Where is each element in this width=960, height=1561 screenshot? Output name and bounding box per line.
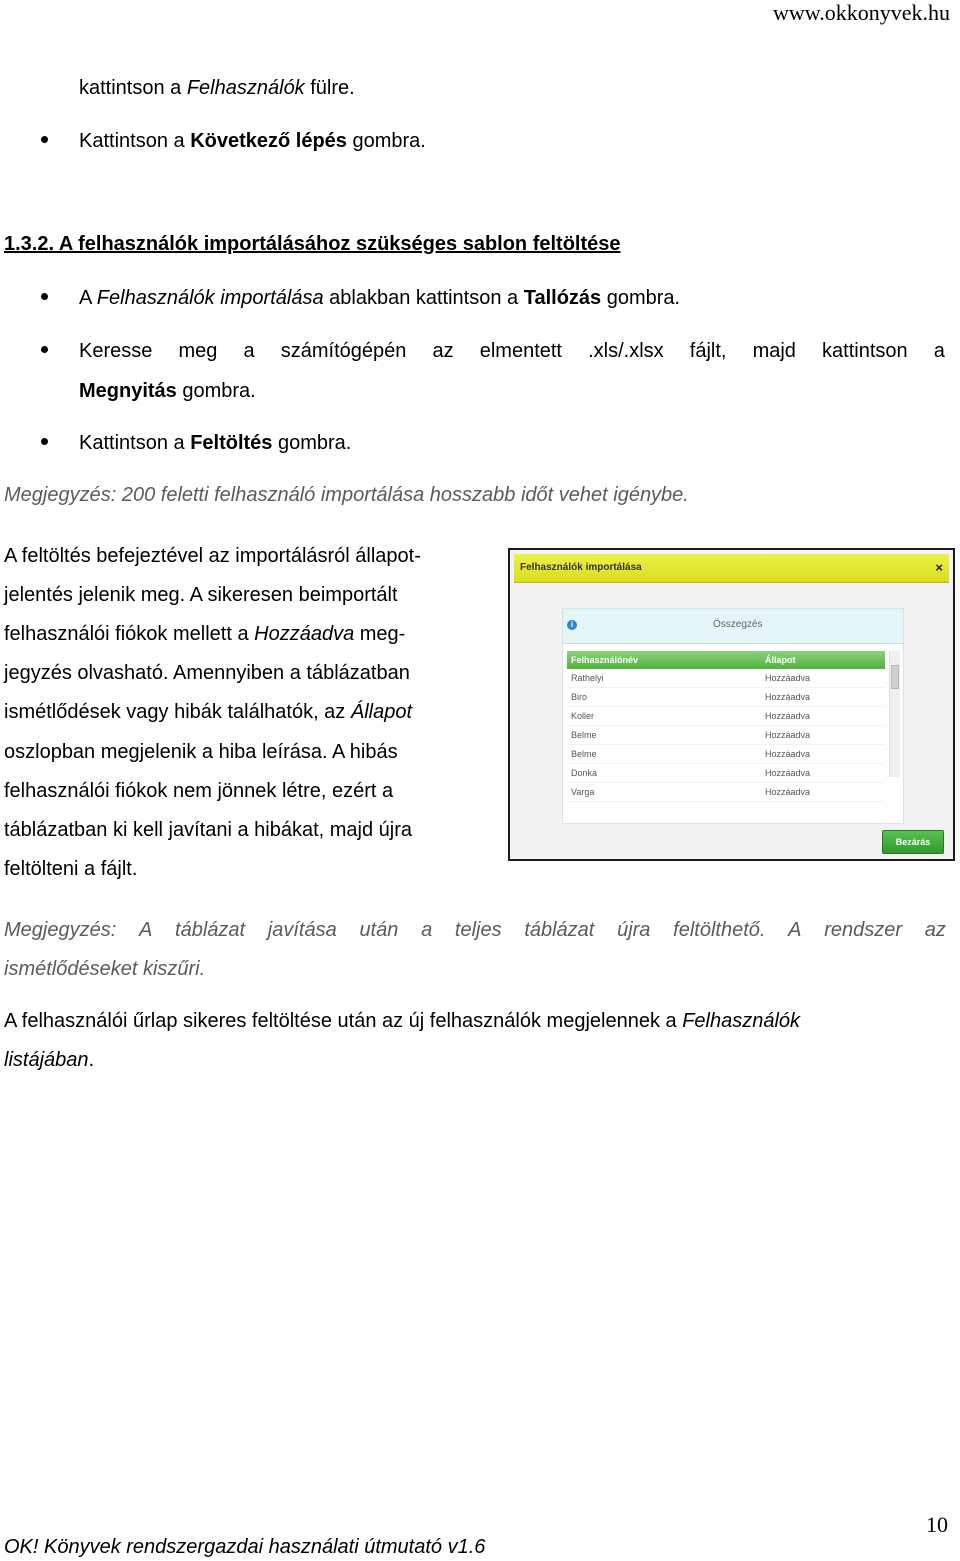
cell-status: Hozzáadva <box>765 673 811 683</box>
paragraph-line: feltölteni a fájlt. <box>4 858 138 880</box>
tab-name: Felhasználók <box>186 77 305 99</box>
cell-status: Hozzáadva <box>765 787 811 797</box>
button-name: Feltöltés <box>190 432 273 454</box>
text: gombra. <box>176 380 256 402</box>
word: a <box>243 340 255 362</box>
column-header-status[interactable]: Állapot <box>765 655 796 665</box>
scrollbar-thumb[interactable] <box>891 665 899 689</box>
button-name: Következő lépés <box>190 130 347 152</box>
word: az <box>432 340 454 362</box>
table-row[interactable] <box>567 669 885 688</box>
word: meg <box>178 340 218 362</box>
info-bar <box>563 609 903 644</box>
text: ismétlődések vagy hibák találhatók, az <box>4 701 351 723</box>
word: táblázat <box>175 919 246 941</box>
close-button[interactable]: Bezárás <box>882 830 944 854</box>
site-url: www.okkonyvek.hu <box>773 0 950 25</box>
summary-panel <box>562 608 904 824</box>
word: a <box>933 340 945 362</box>
table-scrollbar[interactable] <box>889 651 900 777</box>
list-name: listájában <box>4 1049 89 1071</box>
paragraph-line: táblázatban ki kell javítani a hibákat, majd újra <box>4 819 413 841</box>
dialog-title-bar <box>514 554 949 583</box>
bullet-icon <box>41 438 48 445</box>
cell-username: Varga <box>571 787 595 797</box>
note-correction-cont: ismétlődéseket kiszűri. <box>4 958 206 980</box>
bullet-icon <box>41 346 48 353</box>
table-row[interactable] <box>567 764 885 783</box>
word: újra <box>617 919 651 941</box>
status-name: Hozzáadva <box>254 623 355 645</box>
results-table <box>567 651 885 802</box>
word: rendszer <box>824 919 902 941</box>
word: a <box>421 919 433 941</box>
text: Kattintson a <box>79 130 191 152</box>
cell-username: Donka <box>571 768 598 778</box>
table-row[interactable] <box>567 688 885 707</box>
bullet-next-step <box>79 129 426 153</box>
word: A <box>138 919 153 941</box>
word: számítógépén <box>280 340 407 362</box>
word: javítása <box>267 919 337 941</box>
word: Megjegyzés: <box>4 919 117 941</box>
note-import-time: Megjegyzés: 200 feletti felhasználó importálása hosszabb időt vehet igénybe. <box>4 484 689 506</box>
text: A felhasználói űrlap sikeres feltöltése után az új felhasználók megjelennek a <box>4 1010 683 1032</box>
table-header <box>567 651 885 669</box>
text: felhasználói fiókok mellett a <box>4 623 255 645</box>
paragraph-line: oszlopban megjelenik a hiba leírása. A hibás <box>4 741 398 763</box>
text: Kattintson a <box>79 432 191 454</box>
paragraph-line: A feltöltés befejeztével az importálásról állapot- <box>4 545 421 567</box>
cell-username: Belme <box>571 730 597 740</box>
text: . <box>88 1049 95 1071</box>
final-line <box>4 1009 800 1033</box>
footer-title: OK! Könyvek rendszergazdai használati útmutató v1.6 <box>4 1536 486 1558</box>
text: kattintson a <box>79 77 187 99</box>
page-number: 10 <box>926 1512 948 1537</box>
list-name: Felhasználók <box>682 1010 801 1032</box>
text: gombra. <box>346 130 426 152</box>
cell-username: Koller <box>571 711 595 721</box>
window-name: Felhasználók importálása <box>96 287 324 309</box>
button-name: Megnyitás <box>79 380 177 402</box>
cell-username: Belme <box>571 749 597 759</box>
table-row[interactable] <box>567 745 885 764</box>
bullet-find-file <box>79 339 945 363</box>
text: fülre. <box>304 77 355 99</box>
word: táblázat <box>524 919 595 941</box>
word: elmentett <box>479 340 562 362</box>
word: az <box>924 919 946 941</box>
paragraph-line <box>4 700 412 724</box>
info-icon: i <box>567 620 577 630</box>
cell-username: Rathelyi <box>571 673 604 683</box>
text: gombra. <box>601 287 681 309</box>
word: teljes <box>454 919 502 941</box>
bullet-upload <box>79 431 351 455</box>
bullet-icon <box>41 136 48 143</box>
dialog-title: Felhasználók importálása <box>520 562 642 573</box>
paragraph-line: felhasználói fiókok nem jönnek létre, ezért a <box>4 780 394 802</box>
word: A <box>788 919 802 941</box>
paragraph-line <box>4 622 405 646</box>
bullet-browse <box>79 286 680 310</box>
paragraph-line: jelentés jelenik meg. A sikeresen beimportált <box>4 584 398 606</box>
word: majd <box>752 340 796 362</box>
column-header-username[interactable]: Felhasználónév <box>571 655 639 665</box>
text: meg- <box>354 623 406 645</box>
column-name: Állapot <box>350 701 413 723</box>
cell-status: Hozzáadva <box>765 711 811 721</box>
word: kattintson <box>822 340 908 362</box>
bullet-find-file-cont <box>79 379 256 403</box>
bullet-icon <box>41 293 48 300</box>
word: feltölthető. <box>673 919 766 941</box>
final-line <box>4 1048 94 1072</box>
note-correction <box>4 918 946 942</box>
table-row[interactable] <box>567 726 885 745</box>
cell-status: Hozzáadva <box>765 730 811 740</box>
section-heading: 1.3.2. A felhasználók importálásához szükséges sablon feltöltése <box>4 233 621 255</box>
table-row[interactable] <box>567 707 885 726</box>
text: A <box>79 287 97 309</box>
cell-status: Hozzáadva <box>765 692 811 702</box>
text: ablakban kattintson a <box>323 287 524 309</box>
cell-username: Biro <box>571 692 588 702</box>
import-dialog-screenshot <box>508 548 955 861</box>
paragraph-line: jegyzés olvasható. Amennyiben a táblázatban <box>4 662 410 684</box>
intro-line <box>79 76 355 100</box>
table-row[interactable] <box>567 783 885 802</box>
cell-status: Hozzáadva <box>765 768 811 778</box>
close-icon[interactable]: × <box>935 560 943 575</box>
summary-title: Összegzés <box>713 619 763 630</box>
word: után <box>359 919 399 941</box>
cell-status: Hozzáadva <box>765 749 811 759</box>
button-name: Tallózás <box>523 287 602 309</box>
word: .xls/.xlsx <box>588 340 664 362</box>
word: fájlt, <box>689 340 727 362</box>
word: Keresse <box>79 340 153 362</box>
text: gombra. <box>272 432 352 454</box>
